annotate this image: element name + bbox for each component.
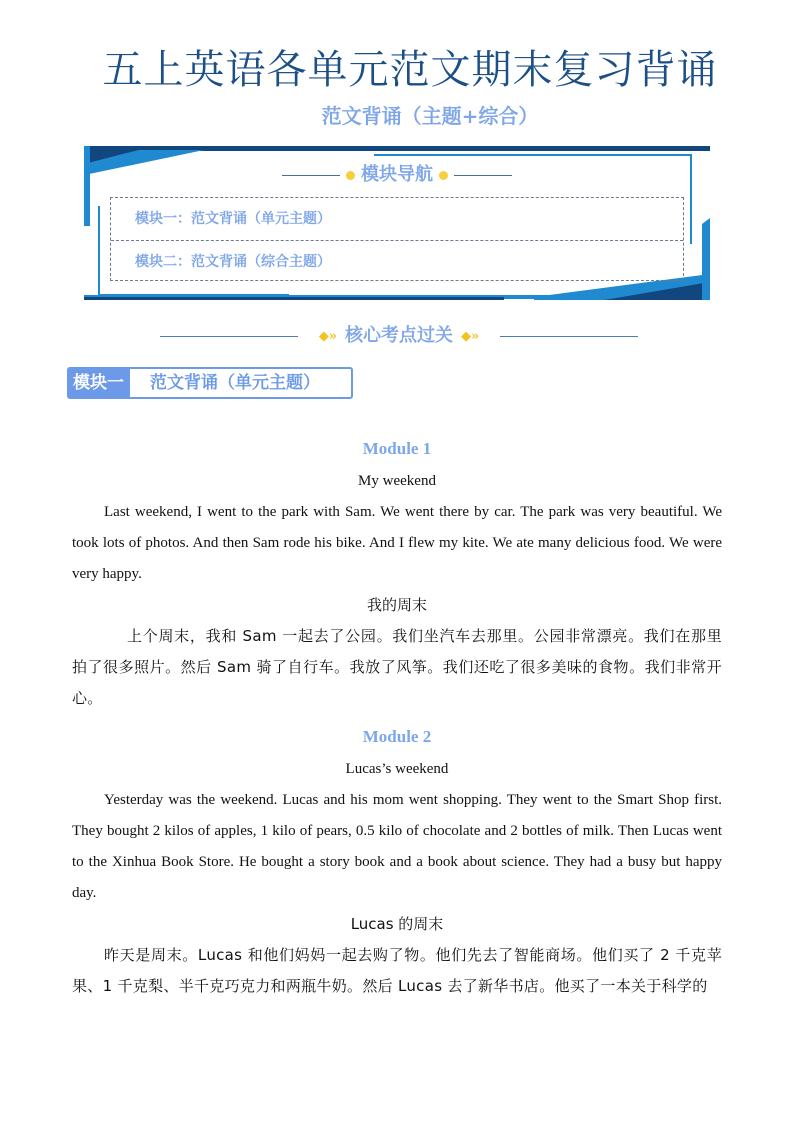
page-title: 五上英语各单元范文期末复习背诵 — [102, 47, 718, 93]
essay-paragraph-zh: 昨天是周末。Lucas 和他们妈妈一起去购了物。他们先去了智能商场。他们买了 2 千克苹果、1 千克梨、半千克巧克力和两瓶牛奶。然后 Lucas 去了新华书店。他买了一本关于科学的 — [72, 946, 722, 995]
divider-line — [282, 175, 340, 176]
essay-title-en: My weekend — [358, 473, 436, 489]
essay-paragraph-en: Last weekend, I went to the park with Sam. We went there by car. The park was very beautiful. We took lots of photos. And then Sam rode his bike. And I flew my kite. We ate many delicious food. We were very happy. — [72, 504, 722, 582]
divider-line — [500, 336, 638, 337]
module-tag-number: 模块一 — [69, 369, 130, 397]
nav-item-module-2[interactable]: 模块二：范文背诵（综合主题） — [111, 240, 683, 282]
module-2-section — [72, 720, 722, 1002]
essay-title-en: Lucas’s weekend — [345, 761, 449, 777]
nav-list — [110, 197, 684, 281]
essay-title-zh: Lucas 的周末 — [350, 915, 444, 933]
module-heading: Module 1 — [362, 439, 432, 458]
bullet-dot-icon — [439, 171, 448, 180]
essay-title-zh: 我的周末 — [366, 596, 427, 614]
divider-line — [454, 175, 512, 176]
page-subtitle: 范文背诵（主题+综合） — [321, 104, 539, 128]
module-tag-title: 范文背诵（单元主题） — [150, 373, 320, 393]
divider-line — [160, 336, 298, 337]
essay-paragraph-zh: 上个周末，我和 Sam 一起去了公园。我们坐汽车去那里。公园非常漂亮。我们在那里拍了很多照片。然后 Sam 骑了自行车。我放了风筝。我们还吃了很多美味的食物。我们非常开心。 — [72, 627, 722, 707]
document-body — [72, 432, 722, 1002]
module-heading: Module 2 — [362, 727, 432, 746]
nav-heading — [84, 160, 710, 186]
bullet-dot-icon — [346, 171, 355, 180]
double-diamond-chevron-icon: ◆» — [461, 329, 480, 344]
nav-item-module-1[interactable]: 模块一：范文背诵（单元主题） — [135, 211, 331, 227]
essay-paragraph-en: Yesterday was the weekend. Lucas and his mom went shopping. They went to the Smart Shop first. They bought 2 kilos of apples, 1 kilo of pears, 0.5 kilo of chocolate and 2 bottles of milk. Then Lucas went to the Xinhua Book Store. He bought a story book and a book about science. They had a busy but happy day. — [72, 792, 722, 901]
core-section-label: 核心考点过关 — [345, 325, 453, 346]
module-1-section — [72, 432, 722, 714]
nav-heading-label: 模块导航 — [361, 164, 433, 185]
core-section-banner — [160, 323, 638, 349]
module-section-tag — [67, 367, 353, 399]
module-navigation-panel — [84, 144, 710, 300]
double-diamond-chevron-icon: ◆» — [318, 329, 337, 344]
